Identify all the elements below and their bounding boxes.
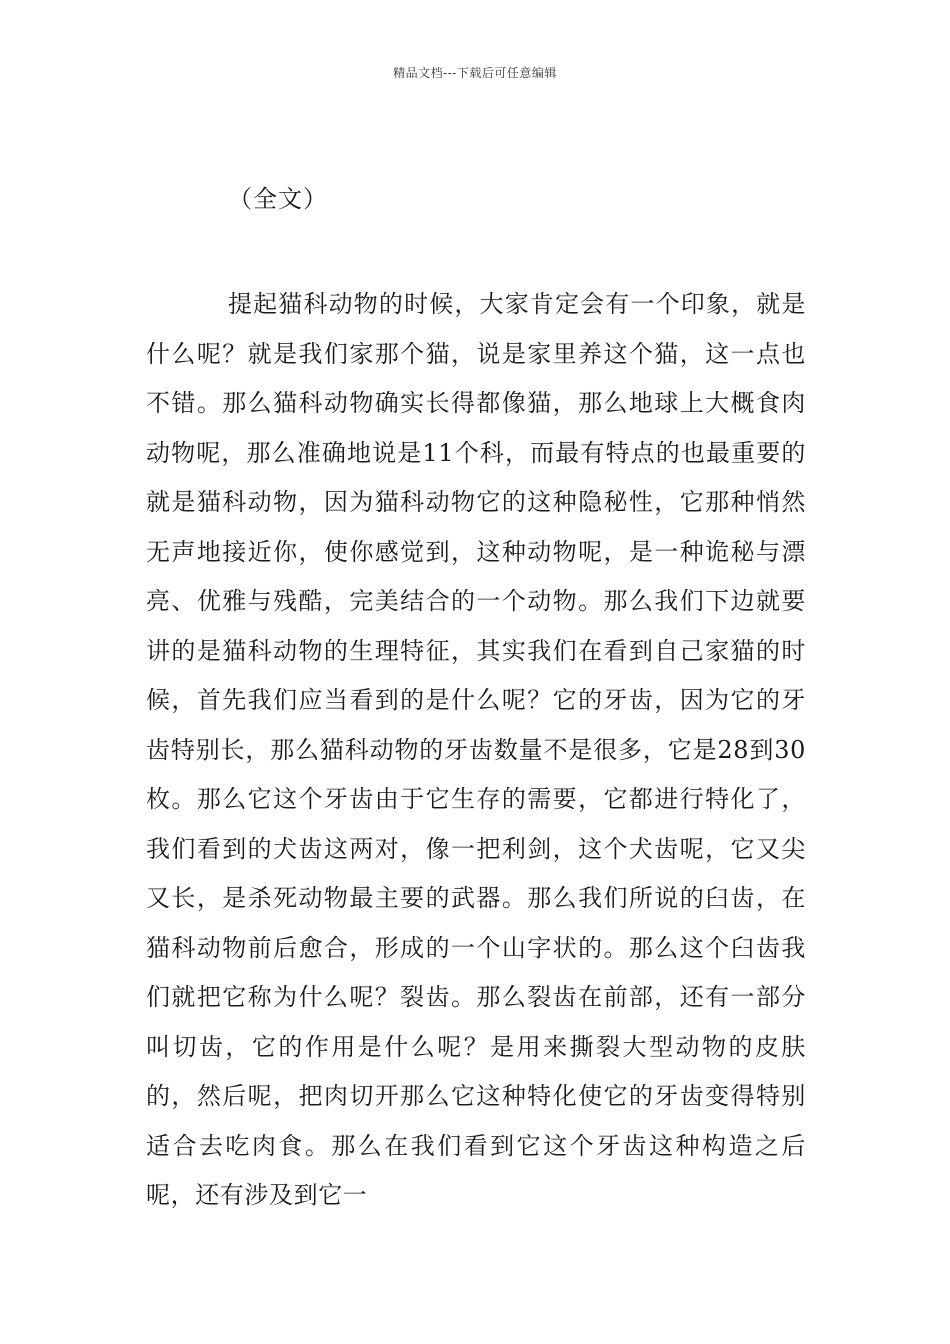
document-subtitle: （全文） bbox=[228, 185, 328, 213]
page-header: 精品文档---下载后可任意编辑 bbox=[393, 66, 557, 80]
body-paragraph: 提起猫科动物的时候，大家肯定会有一个印象，就是什么呢？就是我们家那个猫，说是家里养这个猫，这一点也不错。那么猫科动物确实长得都像猫，那么地球上大概食肉动物呢，那么准确地说是11个科，而最有特点的也最重要的就是猫科动物，因为猫科动物它的这种隐秘性，它那种悄然无声地接近你，使你感觉到，这种动物呢，是一种诡秘与漂亮、优雅与残酷，完美结合的一个动物。那么我们下边就要讲的是猫科动物的生理特征，其实我们在看到自己家猫的时候，首先我们应当看到的是什么呢？它的牙齿，因为它的牙齿特别长，那么猫科动物的牙齿数量不是很多，它是28到30枚。那么它这个牙齿由于它生存的需要，它都进行特化了，我们看到的犬齿这两对，像一把利剑，这个犬齿呢，它又尖又长，是杀死动物最主要的武器。那么我们所说的臼齿，在猫科动物前后愈合，形成的一个山字状的。那么这个臼齿我们就把它称为什么呢？裂齿。那么裂齿在前部，还有一部分叫切齿，它的作用是什么呢？是用来撕裂大型动物的皮肤的，然后呢，把肉切开那么它这种特化使它的牙齿变得特别适合去吃肉食。那么在我们看到它这个牙齿这种构造之后呢，还有涉及到它一 bbox=[146, 290, 806, 1209]
